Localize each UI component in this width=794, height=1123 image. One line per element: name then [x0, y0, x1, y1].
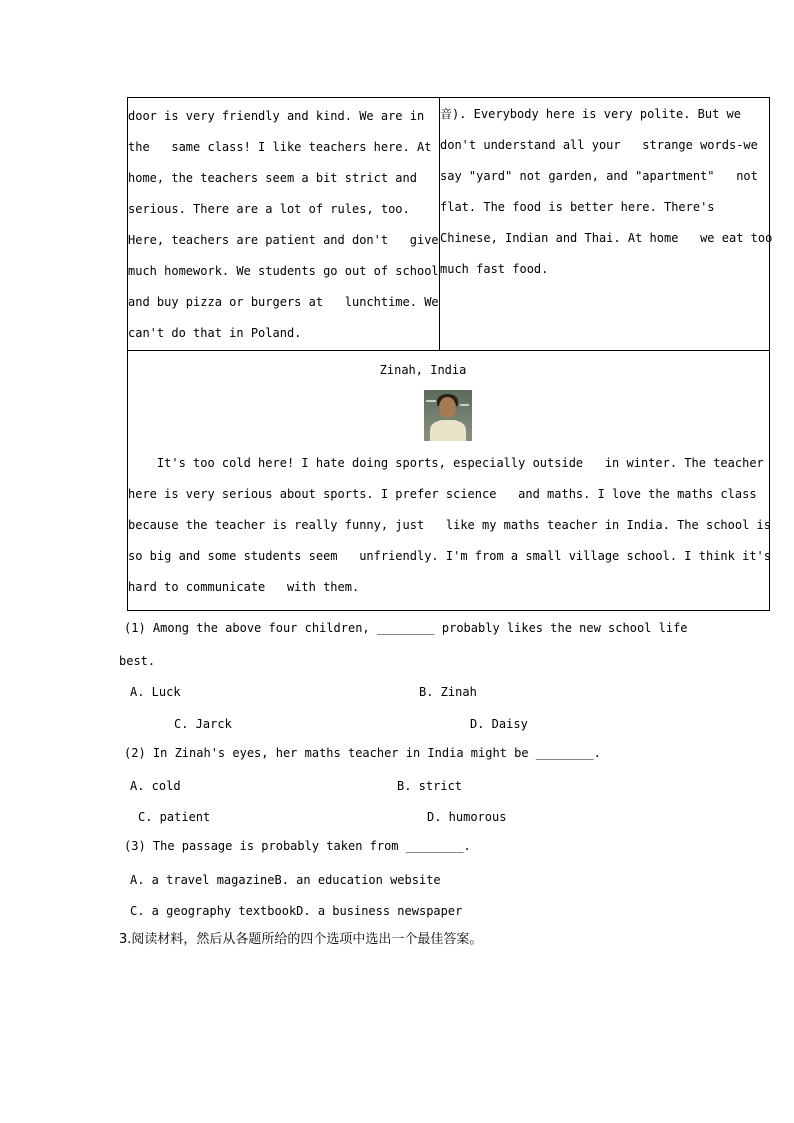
zinah-cell — [128, 448, 771, 603]
q1-option-d: D. Daisy — [470, 717, 528, 731]
zinah-line: here is very serious about sports. I prefer science and maths. I love the maths class — [128, 487, 757, 501]
left-line: home, the teachers seem a bit strict and — [128, 171, 417, 185]
zinah-line: because the teacher is really funny, just like my maths teacher in India. The school is — [128, 518, 771, 532]
q1-option-c: C. Jarck — [174, 717, 232, 731]
left-cell — [128, 101, 438, 349]
q2-option-d: D. humorous — [427, 810, 507, 824]
zinah-line: It's too cold here! I hate doing sports, especially outside in winter. The teacher — [128, 456, 764, 470]
left-line: Here, teachers are patient and don't give — [128, 233, 439, 247]
left-line: much homework. We students go out of school — [128, 264, 439, 278]
left-line: door is very friendly and kind. We are in — [128, 109, 425, 123]
question-1: (1) Among the above four children, ________ probably likes the new school life — [124, 621, 688, 635]
section-3-instruction: 3.阅读材料，然后从各题所给的四个选项中选出一个最佳答案。 — [119, 932, 483, 947]
question-1-cont: best. — [119, 654, 156, 668]
right-line: 音). Everybody here is very polite. But we — [440, 107, 741, 121]
right-cell — [440, 99, 773, 285]
q1-option-b: B. Zinah — [419, 685, 477, 699]
zinah-heading: Zinah, India — [379, 363, 467, 377]
zinah-photo — [424, 390, 472, 441]
right-line: flat. The food is better here. There's — [440, 200, 715, 214]
q3-options-cd: C. a geography textbookD. a business newspaper — [130, 904, 463, 918]
q3-options-ab: A. a travel magazineB. an education website — [130, 873, 441, 887]
q2-option-a: A. cold — [130, 779, 181, 793]
right-line: don't understand all your strange words-we — [440, 138, 758, 152]
q2-option-c: C. patient — [138, 810, 211, 824]
right-line: say "yard" not garden, and "apartment" not — [440, 169, 758, 183]
question-2: (2) In Zinah's eyes, her maths teacher in India might be ________. — [124, 746, 601, 760]
left-line: serious. There are a lot of rules, too. — [128, 202, 410, 216]
zinah-line: hard to communicate with them. — [128, 580, 360, 594]
left-line: and buy pizza or burgers at lunchtime. We — [128, 295, 439, 309]
right-line: Chinese, Indian and Thai. At home we eat too — [440, 231, 773, 245]
left-line: can't do that in Poland. — [128, 326, 302, 340]
right-line: much fast food. — [440, 262, 549, 276]
zinah-line: so big and some students seem unfriendly. I'm from a small village school. I think it's — [128, 549, 771, 563]
question-3: (3) The passage is probably taken from ________. — [124, 839, 471, 853]
q1-option-a: A. Luck — [130, 685, 181, 699]
row-divider — [128, 350, 769, 351]
left-line: the same class! I like teachers here. At — [128, 140, 432, 154]
q2-option-b: B. strict — [397, 779, 463, 793]
